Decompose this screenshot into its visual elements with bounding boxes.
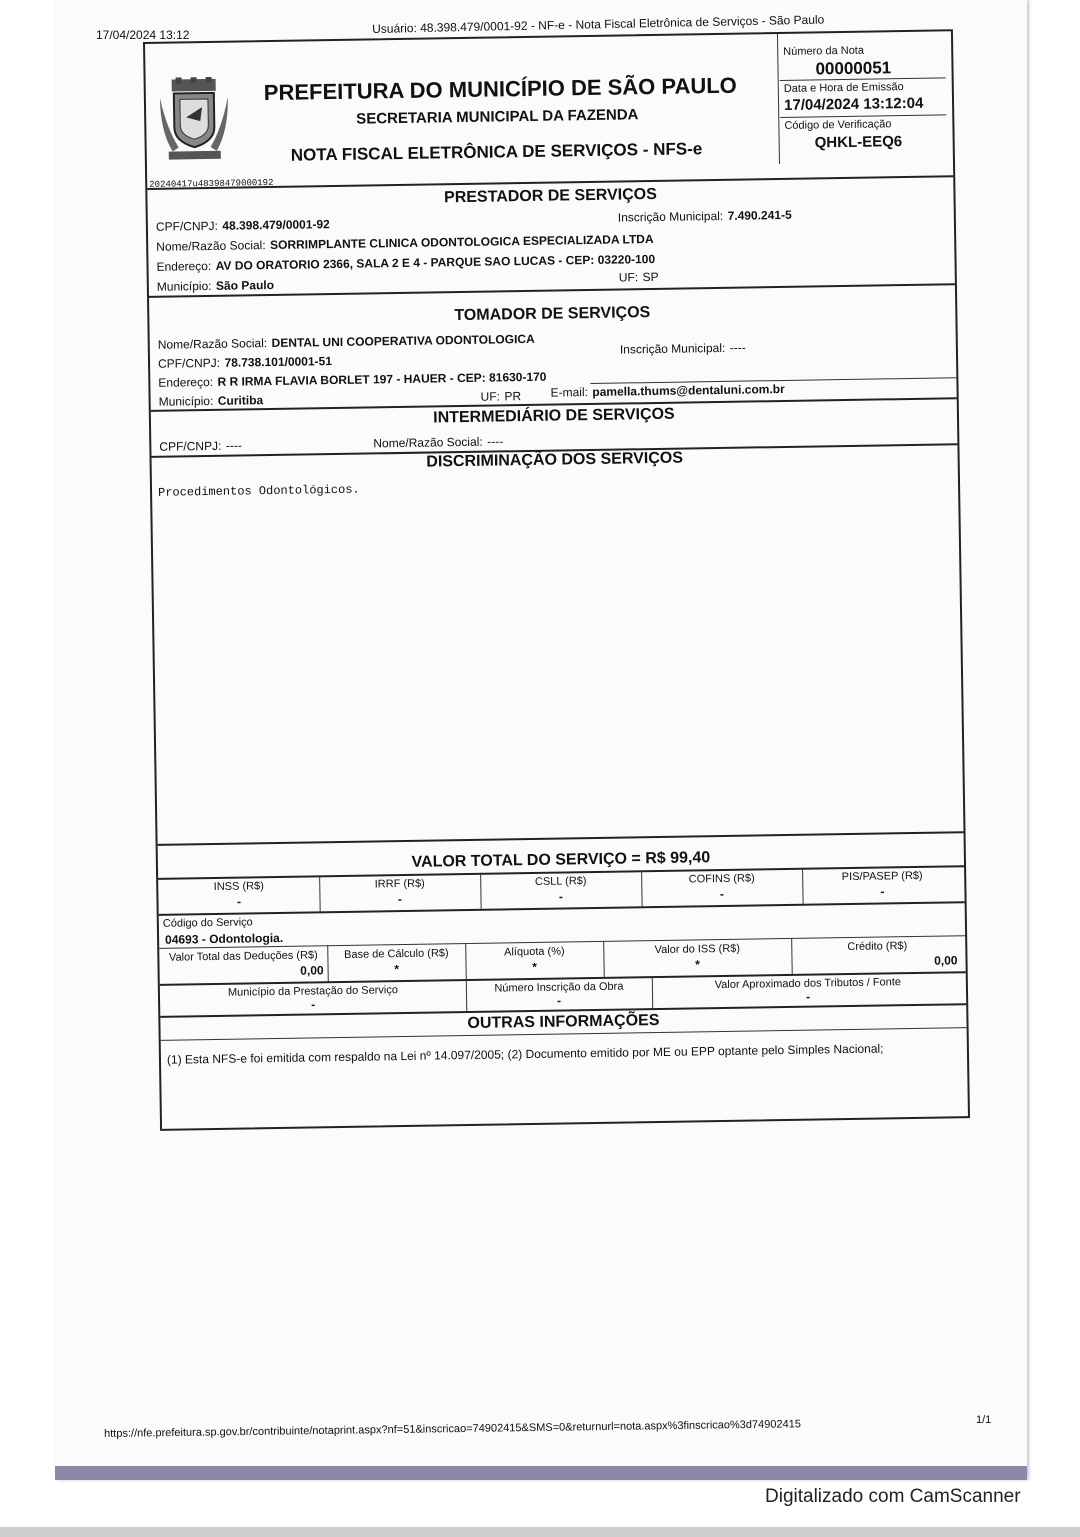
inscricao-obra-value: - bbox=[556, 993, 562, 1008]
prestador-uf: SP bbox=[642, 269, 659, 285]
title-secretaria: SECRETARIA MUNICIPAL DA FAZENDA bbox=[356, 106, 639, 128]
prestador-cnpj-label: CPF/CNPJ: bbox=[155, 218, 219, 234]
prestador-endereco: AV DO ORATORIO 2366, SALA 2 E 4 - PARQUE SAO LUCAS - CEP: 03220-100 bbox=[215, 251, 656, 273]
discriminacao-bottom-line bbox=[158, 831, 964, 846]
data-emissao-label: Data e Hora de Emissão bbox=[783, 81, 904, 95]
csll-value: - bbox=[558, 889, 564, 904]
intermediario-cnpj-label: CPF/CNPJ: bbox=[159, 438, 222, 454]
prestador-municipio-row bbox=[157, 276, 274, 296]
tomador-uf-row bbox=[480, 387, 521, 406]
nota-sep-2 bbox=[780, 114, 946, 118]
discriminacao-text: Procedimentos Odontológicos. bbox=[157, 482, 360, 500]
print-datetime: 17/04/2024 13:12 bbox=[96, 28, 190, 42]
numero-nota-label: Número da Nota bbox=[783, 44, 865, 58]
tributos-fonte-label: Valor Aproximado dos Tributos / Fonte bbox=[714, 976, 902, 992]
pis-label: PIS/PASEP (R$) bbox=[841, 869, 923, 884]
deducoes-value: 0,00 bbox=[300, 963, 324, 978]
data-emissao: 17/04/2024 13:12:04 bbox=[783, 94, 924, 114]
tomador-nome-row bbox=[158, 330, 535, 354]
tomador-im: ---- bbox=[729, 340, 746, 355]
pis-value: - bbox=[880, 884, 885, 899]
credito-label: Crédito (R$) bbox=[847, 940, 908, 954]
prestador-municipio-label: Município: bbox=[156, 278, 212, 294]
tomador-title: TOMADOR DE SERVIÇOS bbox=[454, 304, 651, 325]
codigo-servico: 04693 - Odontologia. bbox=[164, 930, 284, 947]
prestador-cnpj: 48.398.479/0001-92 bbox=[222, 217, 330, 233]
prestador-cnpj-row bbox=[156, 215, 330, 236]
tomador-cnpj: 78.738.101/0001-51 bbox=[224, 354, 333, 370]
barcode-text: 20240417u48398479000192 bbox=[149, 177, 274, 190]
tomador-email-row bbox=[550, 380, 784, 402]
camscanner-watermark: Digitalizado com CamScanner bbox=[765, 1486, 1021, 1507]
irrf-value: - bbox=[397, 892, 403, 907]
tomador-endereco: R R IRMA FLAVIA BORLET 197 - HAUER - CEP: 81630-170 bbox=[217, 369, 547, 389]
iss-label: Valor do ISS (R$) bbox=[654, 942, 741, 957]
bottom-gray-bar bbox=[0, 1527, 1080, 1537]
codigo-verificacao-label: Código de Verificação bbox=[784, 118, 892, 132]
prestador-im-label: Inscrição Municipal: bbox=[617, 208, 724, 225]
intermediario-nome-label: Nome/Razão Social: bbox=[373, 434, 483, 451]
irrf-label: IRRF (R$) bbox=[374, 877, 425, 891]
aliquota-value: * bbox=[532, 959, 538, 974]
tomador-nome-label: Nome/Razão Social: bbox=[157, 336, 268, 352]
base-calculo-value: * bbox=[394, 962, 400, 977]
aliquota-label: Alíquota (%) bbox=[503, 945, 565, 959]
codigo-servico-label: Código do Serviço bbox=[162, 916, 253, 930]
prestador-municipio: São Paulo bbox=[215, 277, 275, 293]
scan-edge bbox=[55, 1466, 1027, 1480]
tomador-cnpj-label: CPF/CNPJ: bbox=[157, 355, 221, 371]
inss-value: - bbox=[236, 894, 242, 909]
deducoes-label: Valor Total das Deduções (R$) bbox=[168, 949, 318, 964]
tomador-uf: PR bbox=[504, 389, 522, 404]
valor-total: VALOR TOTAL DO SERVIÇO = R$ 99,40 bbox=[411, 849, 711, 871]
tomador-municipio-label: Município: bbox=[158, 393, 214, 409]
tomador-im-row bbox=[620, 339, 746, 359]
tomador-municipio: Curitiba bbox=[217, 393, 264, 408]
codigo-verificacao: QHKL-EEQ6 bbox=[814, 133, 903, 152]
municipio-prestacao-value: - bbox=[311, 997, 316, 1012]
outras-title: OUTRAS INFORMAÇÕES bbox=[467, 1012, 660, 1033]
prestador-im: 7.490.241-5 bbox=[727, 207, 792, 223]
nfse-document bbox=[143, 29, 970, 1131]
tomador-email-label: E-mail: bbox=[550, 385, 589, 400]
tomador-email: pamella.thums@dentaluni.com.br bbox=[592, 381, 785, 399]
tomador-cnpj-row bbox=[158, 352, 332, 373]
title-nfse: NOTA FISCAL ELETRÔNICA DE SERVIÇOS - NFS-e bbox=[290, 139, 703, 165]
prestador-uf-row bbox=[619, 268, 659, 287]
iss-value: * bbox=[695, 957, 700, 972]
csll-label: CSLL (R$) bbox=[534, 875, 587, 888]
prestador-uf-label: UF: bbox=[618, 270, 639, 285]
tributos-fonte-value: - bbox=[805, 989, 811, 1004]
outras-text: (1) Esta NFS-e foi emitida com respaldo na Lei nº 14.097/2005; (2) Documento emitido por ME ou EPP optante pelo Simples Nacional; bbox=[166, 1041, 884, 1067]
base-calculo-label: Base de Cálculo (R$) bbox=[343, 947, 449, 961]
nota-box-divider bbox=[777, 34, 780, 164]
nota-sep-1 bbox=[780, 77, 946, 81]
coat-of-arms-icon bbox=[158, 77, 231, 164]
cofins-label: COFINS (R$) bbox=[688, 872, 755, 886]
municipio-prestacao-label: Município da Prestação do Serviço bbox=[227, 984, 399, 999]
prestador-im-row bbox=[618, 206, 792, 227]
tomador-uf-label: UF: bbox=[480, 389, 501, 404]
cofins-value: - bbox=[719, 886, 725, 902]
inscricao-obra-label: Número Inscrição da Obra bbox=[494, 980, 624, 995]
print-page-number: 1/1 bbox=[976, 1414, 992, 1426]
tomador-nome: DENTAL UNI COOPERATIVA ODONTOLOGICA bbox=[271, 331, 535, 351]
prestador-nome-label: Nome/Razão Social: bbox=[156, 238, 266, 254]
intermediario-title: INTERMEDIÁRIO DE SERVIÇOS bbox=[433, 405, 675, 427]
numero-nota: 00000051 bbox=[815, 58, 892, 79]
prestador-endereco-label: Endereço: bbox=[156, 258, 212, 274]
print-url[interactable]: https://nfe.prefeitura.sp.gov.br/contribuinte/notaprint.aspx?nf=51&inscricao=74902415&SMS=0&returnurl=nota.aspx%3finscricao%3d74902415 bbox=[104, 1418, 802, 1440]
discriminacao-title: DISCRIMINAÇÃO DOS SERVIÇOS bbox=[426, 449, 684, 471]
tomador-im-label: Inscrição Municipal: bbox=[619, 340, 726, 357]
intermediario-nome: ---- bbox=[487, 434, 504, 449]
title-prefeitura: PREFEITURA DO MUNICÍPIO DE SÃO PAULO bbox=[263, 72, 737, 106]
intermediario-cnpj-row bbox=[159, 436, 242, 455]
credito-value: 0,00 bbox=[934, 953, 958, 968]
intermediario-cnpj: ---- bbox=[225, 438, 242, 453]
intermediario-nome-row bbox=[373, 432, 503, 452]
prestador-title: PRESTADOR DE SERVIÇOS bbox=[443, 185, 657, 207]
inss-label: INSS (R$) bbox=[213, 880, 264, 893]
tomador-endereco-label: Endereço: bbox=[158, 374, 214, 390]
print-user-line: Usuário: 48.398.479/0001-92 - NF-e - Nota Fiscal Eletrônica de Serviços - São Paulo bbox=[372, 12, 825, 36]
prestador-nome: SORRIMPLANTE CLINICA ODONTOLOGICA ESPECIALIZADA LTDA bbox=[269, 232, 654, 253]
